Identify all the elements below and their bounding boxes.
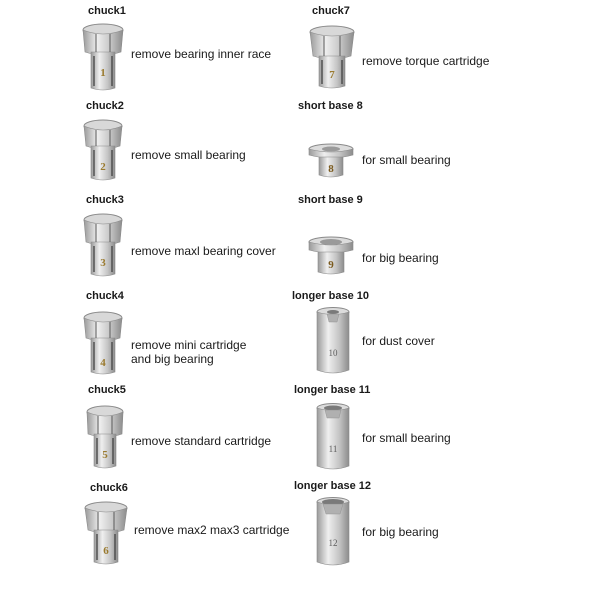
item-title: chuck6 [90,482,128,494]
item-title: chuck3 [86,194,124,206]
item-number: 9 [328,259,334,271]
item-description: remove standard cartridge [131,434,272,448]
chuck-collet-icon [80,310,126,376]
chuck-collet-icon [82,500,130,566]
chuck-collet-icon [80,212,126,278]
chuck-collet-icon [80,118,126,182]
item-title: short base 9 [298,194,363,206]
item-title: chuck7 [312,5,350,17]
item-description: remove maxl bearing cover [131,244,276,258]
item-title: chuck4 [86,290,124,302]
longer-base-icon [313,402,353,472]
chuck-collet-icon [80,22,126,92]
item-description: for small bearing [362,153,451,167]
item-number: 3 [100,257,106,269]
item-description: for dust cover [362,334,435,348]
item-title: chuck1 [88,5,126,17]
item-title: longer base 12 [294,480,372,492]
item-title: short base 8 [298,100,363,112]
short-base-icon [307,143,355,179]
item-title: chuck2 [86,100,124,112]
longer-base-icon [313,496,353,568]
item-title: longer base 10 [292,290,370,302]
item-title: longer base 11 [294,384,371,396]
item-description: remove max2 max3 cartridge [134,523,290,537]
item-number: 10 [328,348,338,358]
item-number: 1 [100,67,106,79]
chuck-collet-icon [307,24,357,90]
item-number: 11 [328,444,338,454]
item-description: for small bearing [362,431,451,445]
item-title: chuck5 [88,384,126,396]
item-number: 5 [102,449,108,461]
item-number: 8 [328,163,334,175]
longer-base-icon [313,306,353,376]
short-base-icon [307,236,355,276]
item-number: 6 [103,545,109,557]
item-description: remove small bearing [131,148,246,162]
item-description: remove mini cartridge and big bearing [131,338,247,366]
item-number: 7 [329,69,335,81]
chuck-collet-icon [82,404,128,470]
item-number: 12 [328,538,338,548]
item-description: for big bearing [362,251,439,265]
item-number: 2 [100,161,106,173]
item-description: for big bearing [362,525,439,539]
item-number: 4 [100,357,106,369]
item-description: remove bearing inner race [131,47,272,61]
item-description: remove torque cartridge [362,54,490,68]
